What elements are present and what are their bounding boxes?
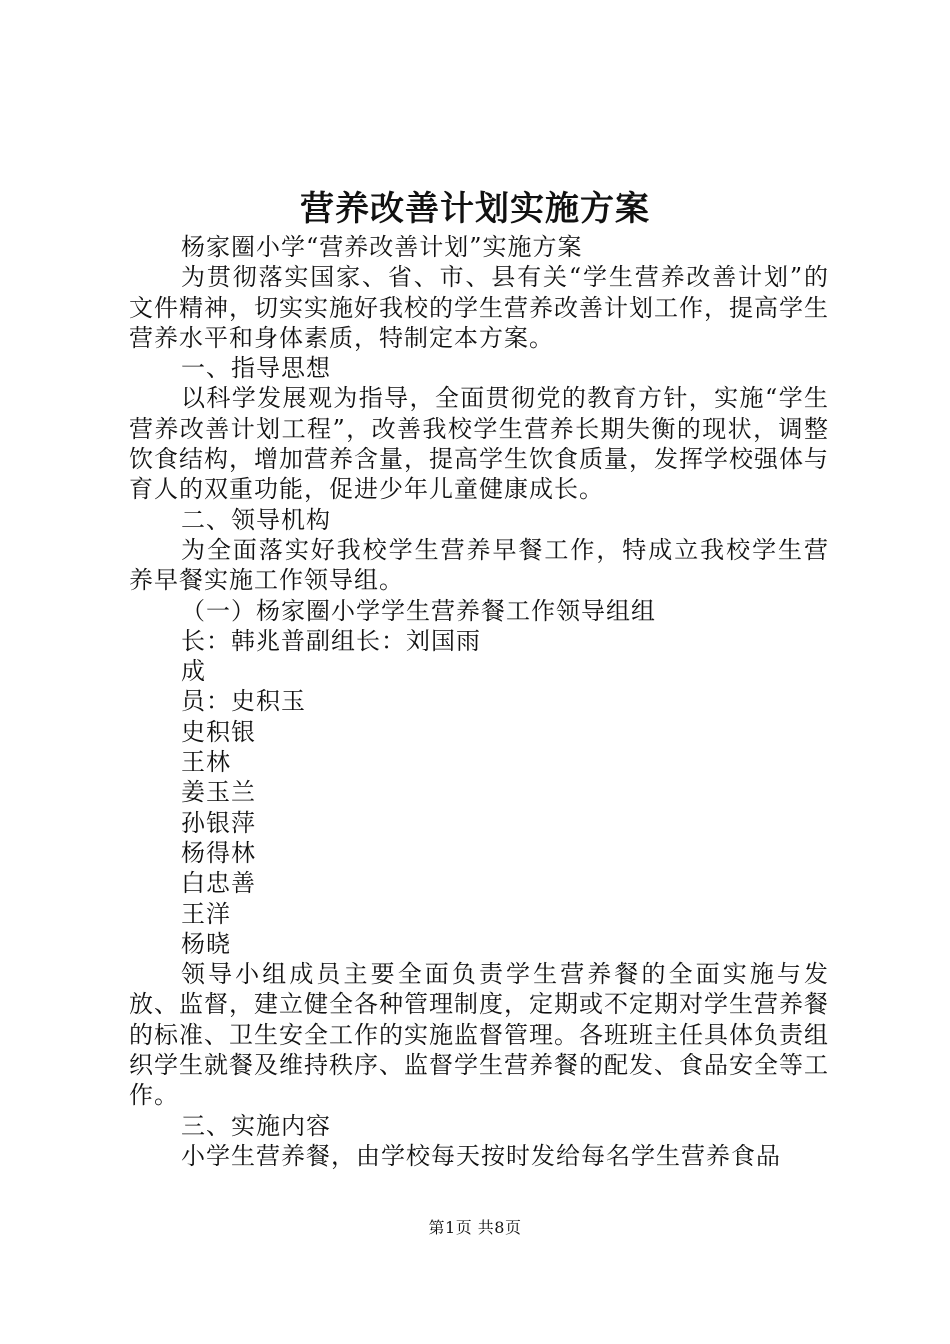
group-leader-line: 长：韩兆普副组长：刘国雨 — [181, 626, 481, 655]
guiding-paragraph: 以科学发展观为指导，全面贯彻党的教育方针，实施“学生营养改善计划工程”，改善我校学生营养长期失衡的现状，调整饮食结构，增加营养含量，提高学生饮食质量，发挥学校强体与育人的双重功能，促进少年儿童健康成长。 — [129, 384, 829, 504]
document-title: 营养改善计划实施方案 — [300, 189, 650, 229]
section-heading-3: 三、实施内容 — [181, 1111, 331, 1140]
member-first-line: 员：史积玉 — [181, 687, 306, 716]
section-heading-1: 一、指导思想 — [181, 354, 331, 383]
document-body — [129, 232, 829, 1171]
section-heading-2: 二、领导机构 — [181, 505, 331, 534]
member-item: 杨得林 — [181, 838, 256, 867]
responsibility-paragraph: 领导小组成员主要全面负责学生营养餐的全面实施与发放、监督，建立健全各种管理制度，定期或不定期对学生营养餐的标准、卫生安全工作的实施监督管理。各班班主任具体负责组织学生就餐及维持秩序、监督学生营养餐的配发、食品安全等工作。 — [129, 960, 829, 1110]
member-item: 王洋 — [181, 899, 231, 928]
member-item: 王林 — [181, 748, 231, 777]
member-item: 史积银 — [181, 717, 256, 746]
leadership-paragraph: 为全面落实好我校学生营养早餐工作，特成立我校学生营养早餐实施工作领导组。 — [129, 535, 829, 595]
member-item: 孙银萍 — [181, 808, 256, 837]
member-item: 杨晓 — [181, 929, 231, 958]
member-item: 姜玉兰 — [181, 778, 256, 807]
page-footer: 第1页 共8页 — [428, 1218, 522, 1237]
member-item: 白忠善 — [181, 869, 256, 898]
member-label-line: 成 — [181, 657, 206, 686]
subtitle-paragraph: 杨家圈小学“营养改善计划”实施方案 — [181, 233, 583, 261]
group-title-line: （一）杨家圈小学学生营养餐工作领导组组 — [181, 596, 656, 625]
content-paragraph: 小学生营养餐，由学校每天按时发给每名学生营养食品 — [181, 1141, 781, 1170]
intro-paragraph: 为贯彻落实国家、省、市、县有关“学生营养改善计划”的文件精神，切实实施好我校的学生营养改善计划工作，提高学生营养水平和身体素质，特制定本方案。 — [129, 263, 829, 352]
